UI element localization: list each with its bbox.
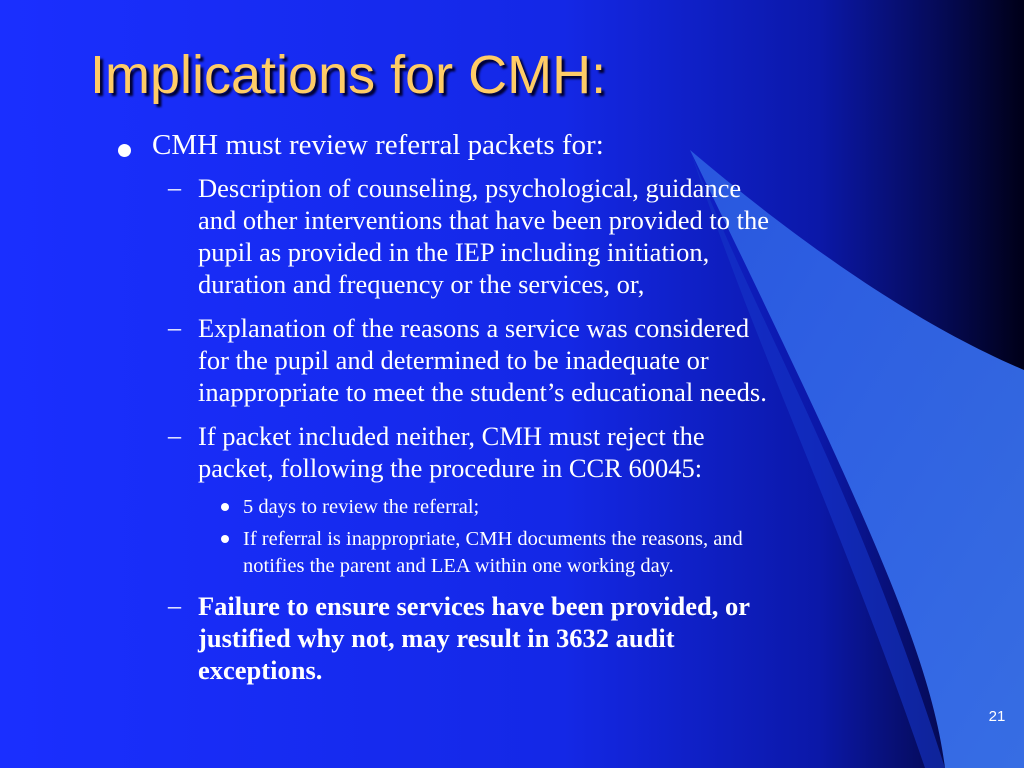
bullet-dot-icon	[118, 144, 131, 157]
subitem-2-line-1: Explanation of the reasons a service was considered	[198, 313, 750, 343]
subitem-1-line-1: Description of counseling, psychological, guidance	[198, 173, 742, 203]
small-bullet-dot-icon	[221, 535, 229, 543]
nested-2-line-2: notifies the parent and LEA within one working day.	[243, 555, 674, 577]
dash-marker: –	[168, 173, 181, 202]
page-number: 21	[988, 708, 1006, 725]
dash-marker: –	[168, 313, 181, 342]
dash-marker: –	[168, 421, 181, 450]
dash-marker: –	[168, 591, 181, 620]
subitem-3-line-2: packet, following the procedure in CCR 60045:	[198, 453, 703, 483]
subitem-4-line-2: justified why not, may result in 3632 audit	[198, 623, 675, 653]
subitem-4-line-1: Failure to ensure services have been provided, or	[198, 591, 751, 621]
subitem-4-line-3: exceptions.	[198, 655, 323, 685]
subitem-1-line-3: pupil as provided in the IEP including initiation,	[198, 237, 710, 267]
subitem-2-line-3: inappropriate to meet the student’s educational needs.	[198, 377, 767, 407]
subitem-2-line-2: for the pupil and determined to be inadequate or	[198, 345, 709, 375]
subitem-1-line-2: and other interventions that have been provided to the	[198, 205, 770, 235]
main-bullet-text: CMH must review referral packets for:	[152, 129, 604, 161]
slide-title: Implications for CMH:	[90, 45, 607, 105]
small-bullet-dot-icon	[221, 503, 229, 511]
nested-1-line-1: 5 days to review the referral;	[243, 496, 480, 518]
subitem-1-line-4: duration and frequency or the services, or,	[198, 269, 645, 299]
nested-2-line-1: If referral is inappropriate, CMH documents the reasons, and	[243, 528, 743, 550]
subitem-3-line-1: If packet included neither, CMH must reject the	[198, 421, 705, 451]
